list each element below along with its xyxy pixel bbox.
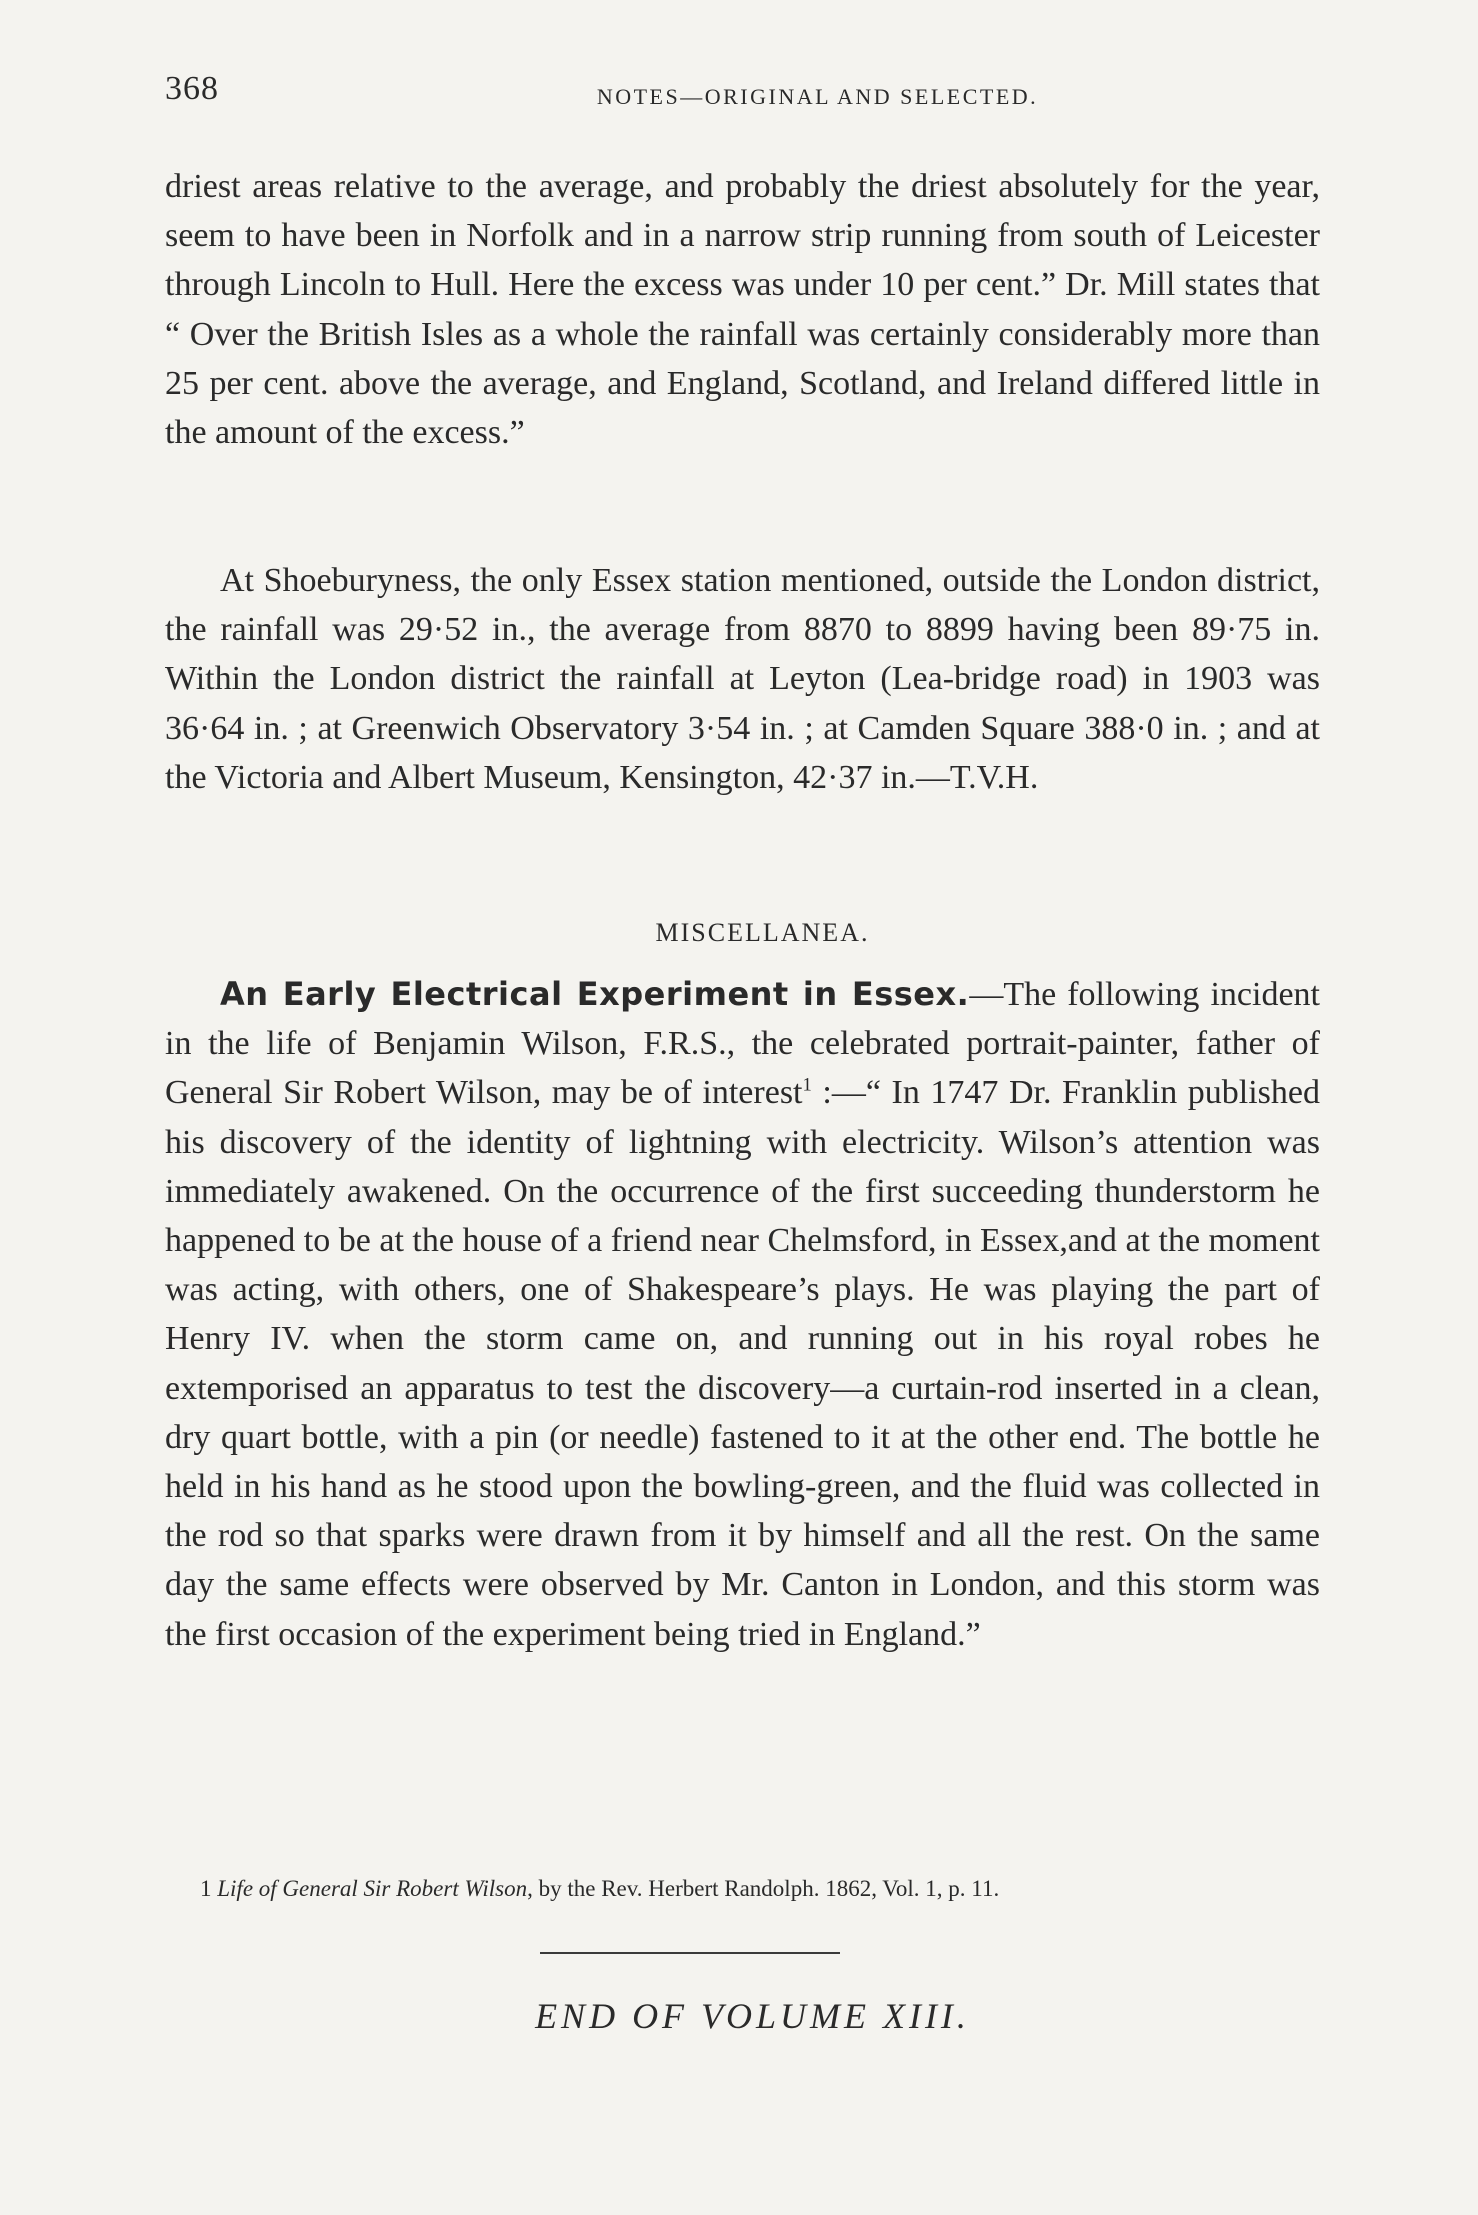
article-body-part-2: :—“ In 1747 Dr. Franklin published his discovery of the identity of lightning with electricity. Wilson’s attention was immediately awakened. On the occurrence of the first succeeding thunderstorm he happened to be at the house of a friend near Chelmsford, in Essex,and at the moment was acting, with others, one of Shakespeare’s plays. He was playing the part of Henry IV. when the storm came on, and running out in his royal robes he extemporised an apparatus to test the discovery—a curtain-rod inserted in a clean, dry quart bottle, with a pin (or needle) fastened to it at the other end. The bottle he held in his hand as he stood upon the bowling-green, and the fluid was collected in the rod so that sparks were drawn from it by himself and all the rest. On the same day the same effects were observed by Mr. Canton in London, and this storm was the first occasion of the experiment being tried in England.” bbox=[165, 1074, 1320, 1653]
running-title: NOTES—ORIGINAL AND SELECTED. bbox=[596, 84, 1039, 109]
footnote-book-title: Life of General Sir Robert Wilson bbox=[217, 1876, 528, 1901]
running-header bbox=[165, 70, 1320, 130]
footnote-number: 1 bbox=[200, 1876, 212, 1901]
rainfall-paragraph-2-text: At Shoeburyness, the only Essex station mentioned, outside the London district, the rainfall was 29·52 in., the average from 8870 to 8899 having been 89·75 in. Within the London district the rainfall at Leyton (Lea-bridge road) in 1903 was 36·64 in. ; at Greenwich Observatory 3·54 in. ; at Camden Square 388·0 in. ; and at the Victoria and Albert Museum, Kensington, 42·37 in.—T.V.H. bbox=[165, 562, 1320, 796]
miscellanea-article-text bbox=[165, 970, 1320, 1659]
rainfall-paragraph-2 bbox=[165, 556, 1320, 802]
article-body-part-1: —The following incident in the life of Benjamin Wilson, F.R.S., the celebrated portrait-painter, father of General Sir Robert Wilson, may be of interest bbox=[165, 976, 1320, 1112]
rainfall-paragraph-1 bbox=[165, 162, 1320, 457]
section-heading-miscellanea: MISCELLANEA. bbox=[655, 918, 870, 947]
footnote-citation: , by the Rev. Herbert Randolph. 1862, Vol. 1, p. 11. bbox=[527, 1876, 1000, 1901]
end-of-volume-note: END OF VOLUME XIII. bbox=[535, 1996, 970, 2036]
miscellanea-article bbox=[165, 970, 1320, 1659]
page-number: 368 bbox=[165, 70, 219, 107]
rainfall-paragraph-1-text: driest areas relative to the average, and probably the driest absolutely for the year, seem to have been in Norfolk and in a narrow strip running from south of Leicester through Lincoln to Hull. Here the excess was under 10 per cent.” Dr. Mill states that “ Over the British Isles as a whole the rainfall was certainly considerably more than 25 per cent. above the average, and England, Scotland, and Ireland differed little in the amount of the excess.” bbox=[165, 168, 1320, 452]
end-divider-rule bbox=[540, 1952, 840, 1954]
footnote bbox=[165, 1874, 1320, 1904]
footnote-marker: 1 bbox=[802, 1075, 812, 1097]
article-title: An Early Electrical Experiment in Essex. bbox=[220, 975, 970, 1013]
